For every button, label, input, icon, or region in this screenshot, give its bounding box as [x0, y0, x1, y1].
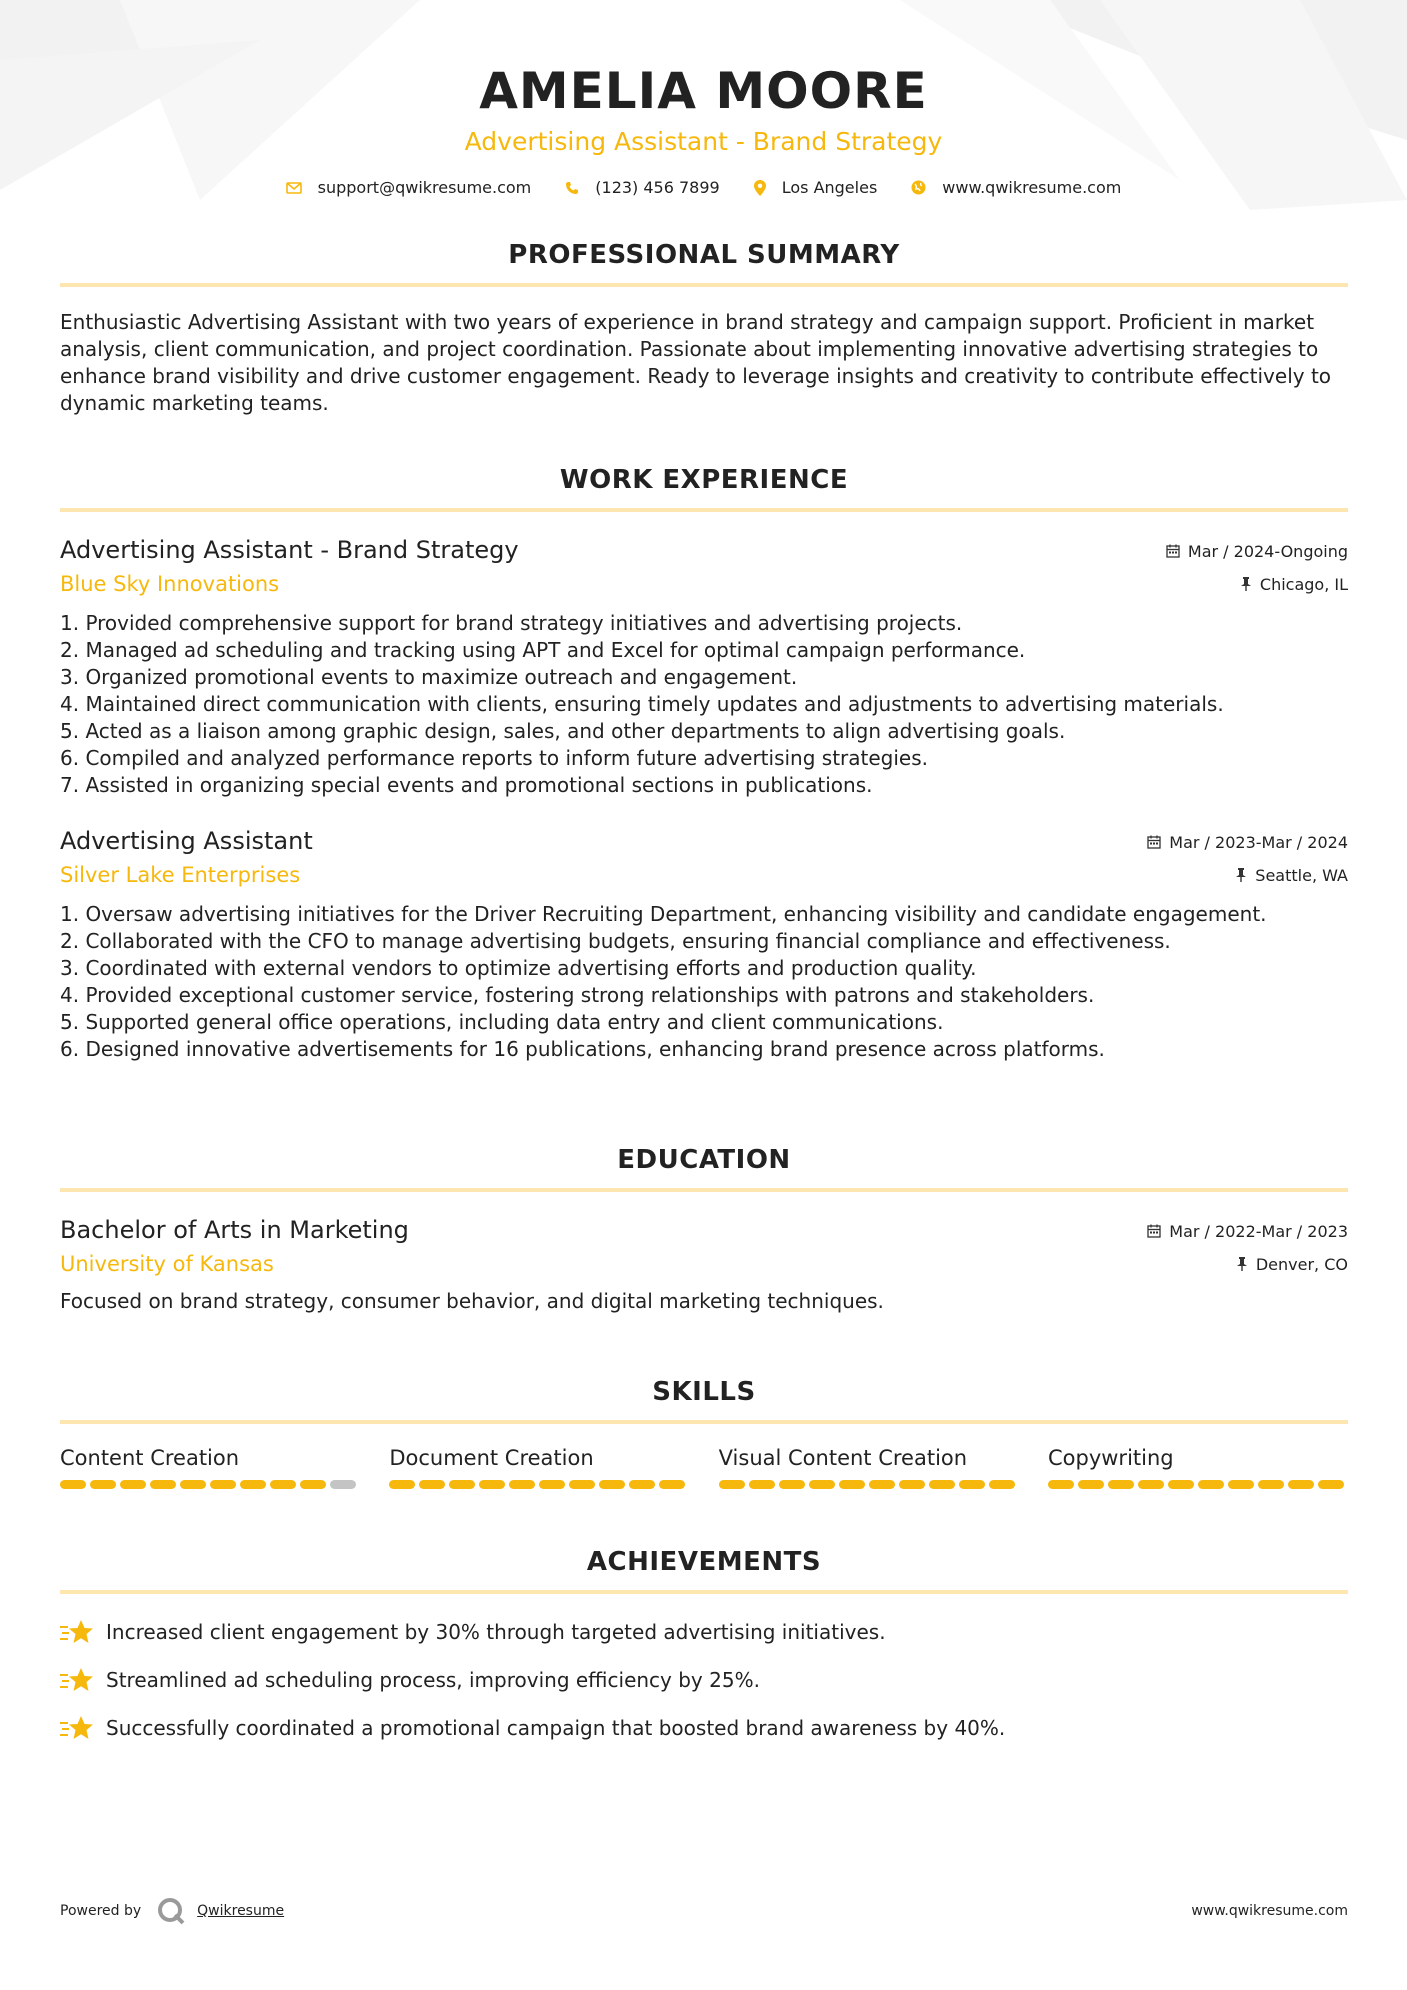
calendar-icon — [1147, 835, 1161, 849]
education-description: Focused on brand strategy, consumer behavior, and digital marketing techniques. — [60, 1289, 884, 1313]
rating-dot-filled — [479, 1480, 505, 1489]
resume-header — [0, 58, 1407, 197]
education-heading: EDUCATION — [617, 1145, 791, 1175]
list-item: 3. Organized promotional events to maximize outreach and engagement. — [60, 665, 798, 689]
section-divider — [60, 283, 1348, 287]
section-divider — [60, 1188, 1348, 1192]
rating-dot-filled — [1228, 1480, 1254, 1489]
rating-dot-filled — [210, 1480, 236, 1489]
website-text: www.qwikresume.com — [942, 178, 1122, 197]
rating-dot-filled — [1108, 1480, 1134, 1489]
job-responsibilities — [60, 610, 1348, 799]
rating-dot-filled — [240, 1480, 266, 1489]
powered-by — [60, 1897, 284, 1925]
list-item: 5. Supported general office operations, including data entry and client communications. — [60, 1010, 944, 1034]
rating-dot-filled — [180, 1480, 206, 1489]
achievements-heading: ACHIEVEMENTS — [586, 1547, 822, 1577]
skills-list — [60, 1444, 1348, 1489]
rating-dot-filled — [120, 1480, 146, 1489]
degree-title: Bachelor of Arts in Marketing — [60, 1216, 409, 1244]
list-item: 2. Collaborated with the CFO to manage advertising budgets, ensuring financial compliance and effectiveness. — [60, 929, 1171, 953]
skills-section — [60, 1374, 1348, 1489]
summary-heading: PROFESSIONAL SUMMARY — [508, 240, 900, 270]
rating-dot-filled — [419, 1480, 445, 1489]
pushpin-icon — [1236, 1257, 1248, 1271]
skill-item — [1048, 1444, 1348, 1489]
rating-dot-filled — [629, 1480, 655, 1489]
achievements-list — [60, 1618, 1348, 1742]
job-date — [1166, 542, 1348, 561]
achievement-text: Successfully coordinated a promotional campaign that boosted brand awareness by 40%. — [106, 1715, 1006, 1740]
list-item: 1. Oversaw advertising initiatives for the Driver Recruiting Department, enhancing visibility and candidate engagement. — [60, 902, 1267, 926]
rating-dot-filled — [1048, 1480, 1074, 1489]
experience-heading: WORK EXPERIENCE — [559, 465, 849, 495]
job-location — [1240, 575, 1348, 594]
phone-icon — [565, 181, 579, 195]
rating-dot-filled — [509, 1480, 535, 1489]
section-divider — [60, 1420, 1348, 1424]
achievement-text: Increased client engagement by 30% through targeted advertising initiatives. — [106, 1619, 886, 1644]
skill-name: Visual Content Creation — [718, 1446, 968, 1470]
company-name: Silver Lake Enterprises — [60, 863, 301, 887]
rating-dot-filled — [779, 1480, 805, 1489]
rating-dot-filled — [90, 1480, 116, 1489]
education-date — [1147, 1222, 1348, 1241]
job-location-text: Chicago, IL — [1259, 574, 1348, 594]
powered-by-label: Powered by — [60, 1903, 142, 1919]
rating-dot-filled — [989, 1480, 1015, 1489]
job-location — [1235, 866, 1348, 885]
page-footer — [60, 1897, 1348, 1925]
achievement-item — [60, 1666, 1348, 1694]
rating-dot-filled — [1078, 1480, 1104, 1489]
company-name: Blue Sky Innovations — [60, 572, 280, 596]
map-pin-icon — [754, 180, 766, 196]
achievement-text: Streamlined ad scheduling process, improving efficiency by 25%. — [106, 1667, 760, 1692]
list-item: 3. Coordinated with external vendors to optimize advertising efforts and production quality. — [60, 956, 977, 980]
rating-dot-filled — [899, 1480, 925, 1489]
contact-bar — [0, 178, 1407, 197]
skill-item — [60, 1444, 360, 1489]
rating-dot-filled — [1198, 1480, 1224, 1489]
education-entry — [60, 1214, 1348, 1315]
list-item: 4. Maintained direct communication with clients, ensuring timely updates and adjustments to advertising materials. — [60, 692, 1224, 716]
job-title: Advertising Assistant — [60, 827, 313, 855]
skill-rating — [719, 1480, 1019, 1489]
job-entry — [60, 534, 1348, 799]
skill-rating — [1048, 1480, 1348, 1489]
star-icon — [60, 1618, 94, 1646]
job-date-text: Mar / 2024-Ongoing — [1187, 541, 1348, 561]
candidate-role: Advertising Assistant - Brand Strategy — [464, 127, 943, 156]
contact-location — [754, 178, 878, 197]
list-item: 6. Designed innovative advertisements for 16 publications, enhancing brand presence across platforms. — [60, 1037, 1105, 1061]
experience-section — [60, 462, 1348, 1063]
qwikresume-logo-icon — [157, 1897, 185, 1925]
education-location-text: Denver, CO — [1255, 1254, 1348, 1274]
job-title: Advertising Assistant - Brand Strategy — [60, 536, 519, 564]
pushpin-icon — [1240, 577, 1252, 591]
rating-dot-filled — [1168, 1480, 1194, 1489]
rating-dot-filled — [569, 1480, 595, 1489]
skill-rating — [60, 1480, 360, 1489]
rating-dot-filled — [1138, 1480, 1164, 1489]
rating-dot-filled — [929, 1480, 955, 1489]
rating-dot-filled — [659, 1480, 685, 1489]
rating-dot-filled — [300, 1480, 326, 1489]
education-location — [1236, 1255, 1348, 1274]
list-item: 5. Acted as a liaison among graphic design, sales, and other departments to align advertising goals. — [60, 719, 1066, 743]
list-item: 2. Managed ad scheduling and tracking using APT and Excel for optimal campaign performance. — [60, 638, 1026, 662]
skill-rating — [389, 1480, 689, 1489]
job-date — [1147, 833, 1348, 852]
rating-dot-filled — [1258, 1480, 1284, 1489]
skill-name: Content Creation — [60, 1446, 240, 1470]
summary-section — [60, 237, 1348, 417]
brand-link[interactable]: Qwikresume — [197, 1903, 285, 1919]
star-icon — [60, 1666, 94, 1694]
rating-dot-filled — [539, 1480, 565, 1489]
rating-dot-filled — [1318, 1480, 1344, 1489]
rating-dot-filled — [749, 1480, 775, 1489]
rating-dot-filled — [270, 1480, 296, 1489]
list-item: 1. Provided comprehensive support for brand strategy initiatives and advertising projects. — [60, 611, 963, 635]
contact-phone[interactable] — [565, 178, 719, 197]
rating-dot-filled — [449, 1480, 475, 1489]
section-divider — [60, 1590, 1348, 1594]
location-text: Los Angeles — [781, 178, 878, 197]
rating-dot-filled — [839, 1480, 865, 1489]
contact-website[interactable] — [911, 178, 1121, 197]
calendar-icon — [1147, 1224, 1161, 1238]
star-icon — [60, 1714, 94, 1742]
phone-text: (123) 456 7899 — [595, 178, 720, 197]
job-entry — [60, 825, 1348, 1063]
rating-dot-filled — [869, 1480, 895, 1489]
calendar-icon — [1166, 544, 1180, 558]
skill-name: Document Creation — [389, 1446, 594, 1470]
skill-name: Copywriting — [1047, 1446, 1174, 1470]
skill-item — [719, 1444, 1019, 1489]
skill-item — [389, 1444, 689, 1489]
summary-text: Enthusiastic Advertising Assistant with two years of experience in brand strategy and campaign support. Proficient in market analysis, client communication, and project coordination. Passionate about implementing innovative advertising strategies to enhance brand visibility and drive customer engagement. Ready to leverage insights and creativity to contribute effectively to dynamic marketing teams. — [60, 310, 1332, 415]
pushpin-icon — [1235, 868, 1247, 882]
education-date-text: Mar / 2022-Mar / 2023 — [1169, 1221, 1348, 1241]
list-item: 4. Provided exceptional customer service, fostering strong relationships with patrons and stakeholders. — [60, 983, 1095, 1007]
education-section — [60, 1142, 1348, 1315]
rating-dot-filled — [959, 1480, 985, 1489]
rating-dot-filled — [719, 1480, 745, 1489]
rating-dot-filled — [809, 1480, 835, 1489]
rating-dot-filled — [1288, 1480, 1314, 1489]
footer-website[interactable]: www.qwikresume.com — [1191, 1903, 1348, 1919]
list-item: 6. Compiled and analyzed performance reports to inform future advertising strategies. — [60, 746, 928, 770]
email-icon — [286, 182, 302, 194]
skills-heading: SKILLS — [652, 1377, 756, 1407]
achievement-item — [60, 1618, 1348, 1646]
job-date-text: Mar / 2023-Mar / 2024 — [1169, 832, 1348, 852]
achievements-section — [60, 1544, 1348, 1742]
achievement-item — [60, 1714, 1348, 1742]
rating-dot-filled — [599, 1480, 625, 1489]
school-name: University of Kansas — [60, 1252, 274, 1276]
list-item: 7. Assisted in organizing special events and promotional sections in publications. — [60, 773, 873, 797]
rating-dot-empty — [330, 1480, 356, 1489]
candidate-name: AMELIA MOORE — [479, 62, 928, 120]
job-responsibilities — [60, 901, 1348, 1063]
rating-dot-filled — [389, 1480, 415, 1489]
rating-dot-filled — [150, 1480, 176, 1489]
job-location-text: Seattle, WA — [1255, 865, 1348, 885]
contact-email[interactable] — [286, 178, 532, 197]
email-text: support@qwikresume.com — [317, 178, 532, 197]
section-divider — [60, 508, 1348, 512]
globe-icon — [911, 180, 926, 195]
rating-dot-filled — [60, 1480, 86, 1489]
